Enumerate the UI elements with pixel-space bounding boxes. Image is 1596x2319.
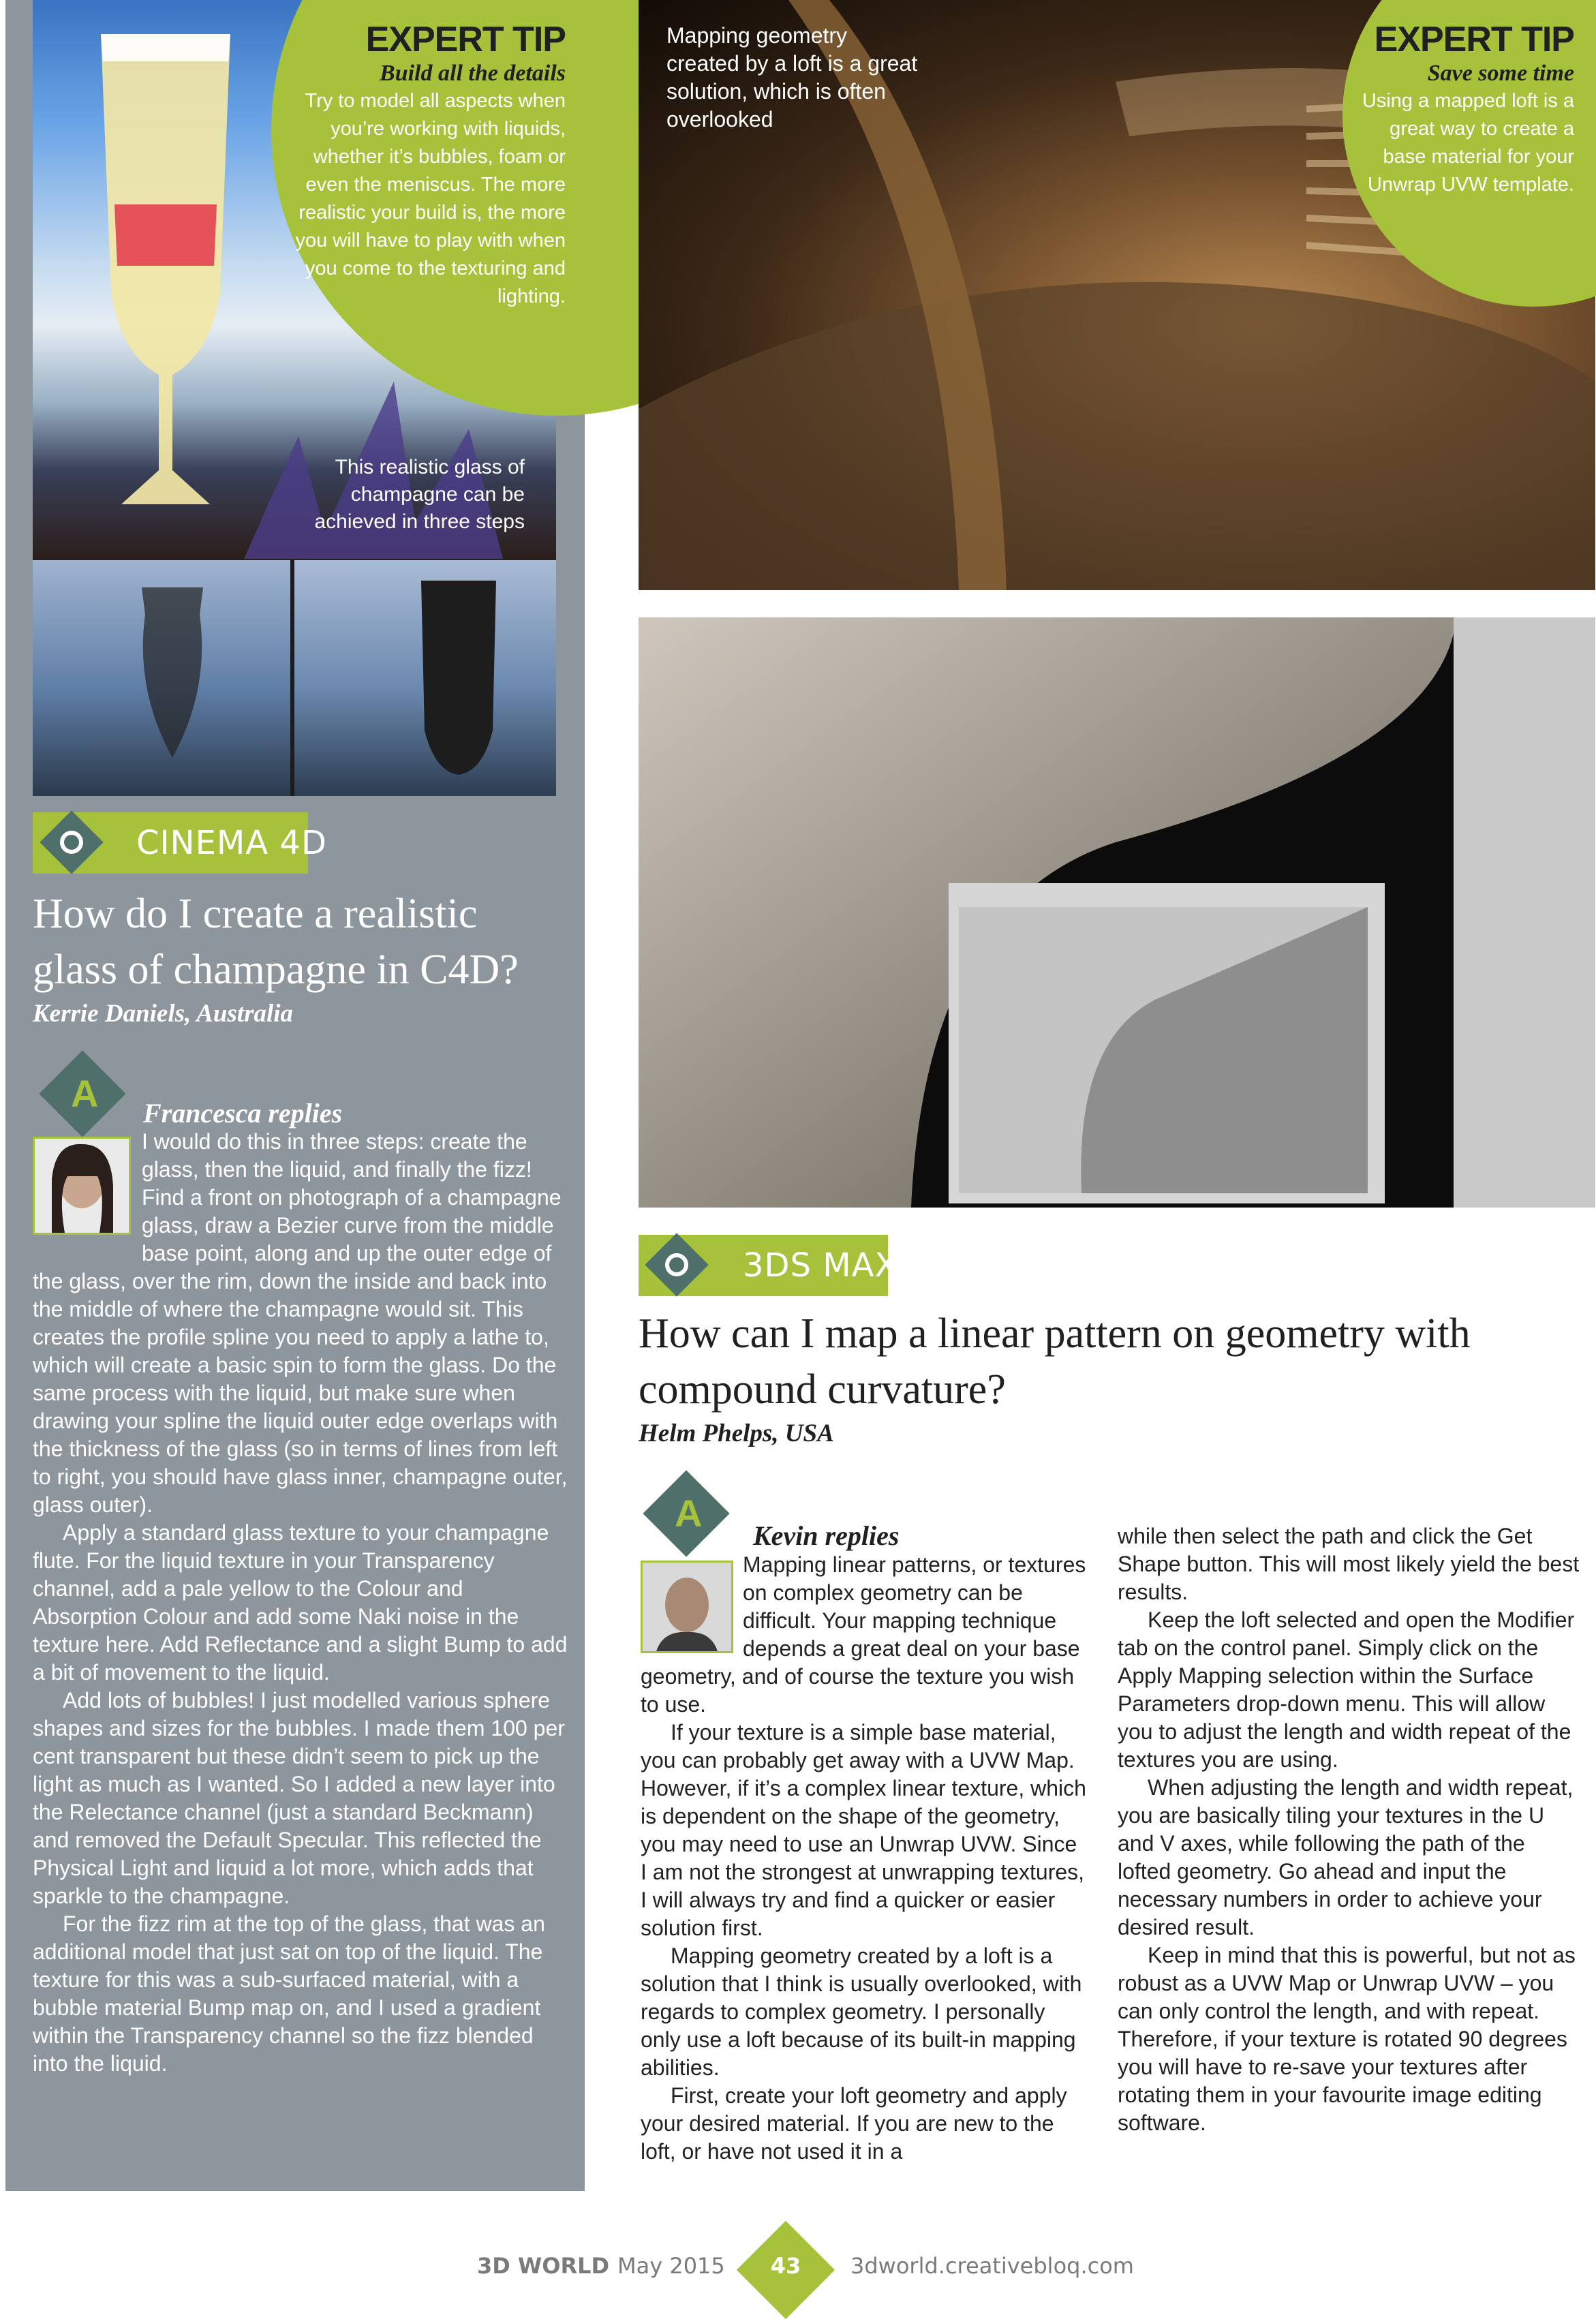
bubble-glass-shape [414, 581, 503, 778]
expert-tip-title: EXPERT TIP [365, 20, 566, 59]
expert-tip-title: EXPERT TIP [1374, 20, 1574, 59]
footer-url: 3dworld.creativebloq.com [850, 2253, 1134, 2279]
answer-paragraph: Mapping geometry created by a loft is a solution that I think is usually overlooked, with regards to complex geometry. I personally only use a loft because of its built-in mapping abilities. [641, 1944, 1082, 2080]
answer-paragraph: Apply a standard glass texture to your champagne flute. For the liquid texture in your Transparency channel, add a pale yellow to the Colour and Absorption Colour and add some Naki noise in the texture here. Add Reflectance and a slight Bump to add a bit of movement to the liquid. [33, 1520, 568, 1685]
answer-body-max-col1 [641, 1551, 1087, 2166]
expert-tip-body: Try to model all aspects when you’re working with liquids, whether it’s bubbles, foam or even the meniscus. The more realistic your build is, the more you will have to play with when you come to the texturing and lighting. [295, 90, 566, 307]
page-number: 43 [770, 2253, 801, 2279]
answer-paragraph: When adjusting the length and width repeat, you are basically tiling your textures in the U and V axes, while following the path of the lofted geometry. Go ahead and input the necessary numbers in order to achieve your desired result. [1118, 1775, 1574, 1939]
question-title: How can I map a linear pattern on geometry with compound curvature? [639, 1310, 1471, 1413]
replier-name: Francesca replies [143, 1098, 343, 1128]
max-screenshot [639, 617, 1595, 1208]
expert-tip-body: Using a mapped loft is a great way to create a base material for your Unwrap UVW template. [1362, 90, 1574, 196]
curved-surface-render [639, 617, 1595, 1208]
expert-tip-2 [1349, 19, 1574, 199]
expert-tip-subtitle: Build all the details [380, 61, 566, 86]
answer-body-max-col2 [1118, 1522, 1581, 2137]
footer-magazine: 3D WORLD [477, 2253, 610, 2279]
answer-letter: A [71, 1072, 99, 1115]
expert-tip-1 [293, 19, 566, 311]
target-icon [60, 831, 83, 854]
answer-paragraph: For the fizz rim at the top of the glass, that was an additional model that just sat on top of the liquid. The texture for this was a sub-surfaced material, with a bubble material Bump map on, and I used a gradient within the Transparency channel so the fizz blended into the liquid. [33, 1911, 545, 2076]
expert-tip-subtitle: Save some time [1427, 61, 1574, 86]
question-author: Helm Phelps, USA [639, 1419, 834, 1447]
answer-body-c4d [33, 1128, 571, 2078]
answer-paragraph: while then select the path and click the Get Shape button. This will most likely yield the best results. [1118, 1524, 1580, 1604]
avatar-spacer [33, 1128, 142, 1245]
category-label: CINEMA 4D [136, 824, 327, 862]
champagne-caption: This realistic glass of champagne can be achieved in three steps [314, 456, 525, 533]
answer-paragraph: Keep the loft selected and open the Modifier tab on the control panel. Simply click on the Apply Mapping selection within the Surface Parameters drop-down menu. This will allow you to adjust the length and width repeat of the textures you are using. [1118, 1608, 1575, 1772]
answer-paragraph: Mapping linear patterns, or textures on complex geometry can be difficult. Your mapping technique depends a great deal on your base geometry, and of course the texture you wish to use. [641, 1552, 1086, 1717]
bubble-cloud-shape [135, 587, 210, 765]
answer-paragraph: If your texture is a simple base material, you can probably get away with a UVW Map. However, if it’s a complex linear texture, which is dependent on the shape of the geometry, you may need to use an Unwrap UVW. Since I am not the strongest at unwrapping textures, I will always try and find a quicker or easier solution first. [641, 1720, 1086, 1940]
champagne-flute-illustration [94, 34, 237, 511]
question-title: How do I create a realistic glass of champagne in C4D? [33, 891, 519, 993]
command-panel [1454, 617, 1595, 1208]
target-icon [665, 1253, 688, 1276]
bubble-render-strip [33, 560, 556, 796]
answer-paragraph: I would do this in three steps: create the glass, then the liquid, and finally the fizz! Find a front on photograph of a champagne glass, draw a Bezier curve from the middle base point, along and up the outer edge of the glass, over the rim, down the inside and back into the middle of where the champagne would sit. This creates the profile spline you need to apply a lathe to, which will create a basic spin to form the glass. Do the same process with the liquid, but make sure when drawing your spline the liquid outer edge overlaps with the thickness of the glass (so in terms of lines from left to right, you should have glass inner, champagne outer, glass outer). [33, 1129, 568, 1517]
answer-paragraph: Keep in mind that this is powerful, but not as robust as a UVW Map or Unwrap UVW – you can only control the length, and with repeat. Therefore, if your texture is rotated 90 degrees you will have to re-save your textures after rotating them in your favourite image editing software. [1118, 1943, 1576, 2135]
question-author: Kerrie Daniels, Australia [33, 1000, 294, 1028]
answer-paragraph: Add lots of bubbles! I just modelled various sphere shapes and sizes for the bubbles. I made them 100 per cent transparent but these didn’t seem to pick up the light as much as I wanted. So I added a new layer into the Relectance channel (just a standard Beckmann) and removed the Default Specular. This reflected the Physical Light and liquid a lot more, which adds that sparkle to the champagne. [33, 1688, 565, 1908]
footer-issue: May 2015 [617, 2253, 725, 2279]
answer-paragraph: First, create your loft geometry and apply your desired material. If you are new to the loft, or have not used it in a [641, 2083, 1067, 2164]
category-label: 3DS MAX [743, 1246, 898, 1285]
replier-name: Kevin replies [753, 1520, 900, 1551]
loft-caption: Mapping geometry created by a loft is a great solution, which is often overlooked [666, 23, 918, 132]
answer-letter: A [675, 1492, 703, 1535]
avatar-spacer [641, 1551, 743, 1660]
